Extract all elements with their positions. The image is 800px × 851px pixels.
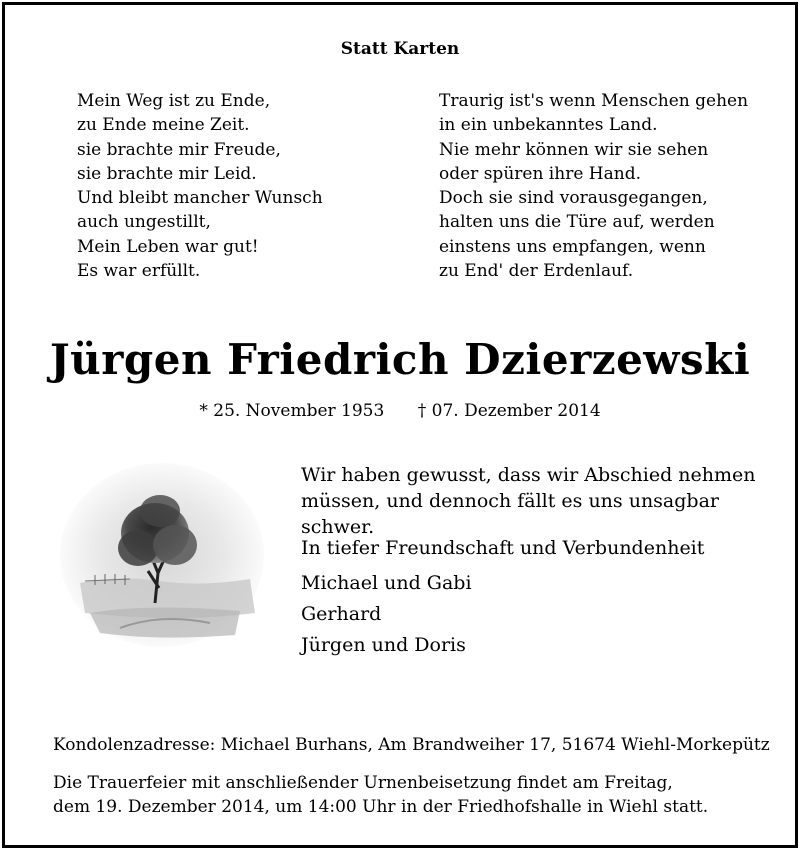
poem-left-line: auch ungestillt, [77,212,211,233]
poem-left-line: sie brachte mir Freude, [77,139,281,160]
poem-left-line: sie brachte mir Leid. [77,163,257,184]
poem-right-line: in ein unbekanntes Land. [439,115,658,136]
obituary-frame [2,2,798,848]
deceased-name: Jürgen Friedrich Dzierzewski [49,335,751,384]
birth-date: * 25. November 1953 [199,401,385,421]
farewell-line: Wir haben gewusst, dass wir Abschied nehmen [301,464,756,486]
poem-left-line: zu Ende meine Zeit. [77,115,250,136]
tree-landscape-icon [60,463,265,648]
poem-right-line: Traurig ist's wenn Menschen gehen [439,91,749,111]
poem-left [77,89,323,283]
ceremony-info [53,771,708,819]
poem-right-line: Nie mehr können wir sie sehen [439,139,709,160]
poem-left-line: Mein Leben war gut! [77,236,259,257]
ceremony-line: dem 19. Dezember 2014, um 14:00 Uhr in der Friedhofshalle in Wiehl statt. [53,797,709,817]
farewell-text [301,462,795,540]
poem-left-line: Es war erfüllt. [77,261,201,282]
signer-name: Jürgen und Doris [301,634,466,656]
poem-right [439,89,748,283]
ceremony-line: Die Trauerfeier mit anschließender Urnenbeisetzung findet am Freitag, [53,773,673,793]
death-date: † 07. Dezember 2014 [417,401,601,421]
farewell-line: müssen, und dennoch fällt es uns unsagbar schwer. [301,490,719,538]
condolence-address: Kondolenzadresse: Michael Burhans, Am Brandweiher 17, 51674 Wiehl-Morkepütz [53,735,770,755]
life-dates [5,401,795,421]
signer-name: Michael und Gabi [301,572,472,594]
poem-right-line: zu End' der Erdenlauf. [439,261,634,282]
poem-left-line: Mein Weg ist zu Ende, [77,91,271,111]
poem-right-line: Doch sie sind vorausgegangen, [439,188,708,209]
friendship-line: In tiefer Freundschaft und Verbundenheit [301,537,705,559]
poem-right-line: oder spüren ihre Hand. [439,163,641,184]
poem-right-line: halten uns die Türe auf, werden [439,212,715,233]
signer-name: Gerhard [301,603,382,625]
poem-right-line: einstens uns empfangen, wenn [439,236,706,257]
header-statt-karten: Statt Karten [340,39,460,59]
poem-left-line: Und bleibt mancher Wunsch [77,188,323,209]
